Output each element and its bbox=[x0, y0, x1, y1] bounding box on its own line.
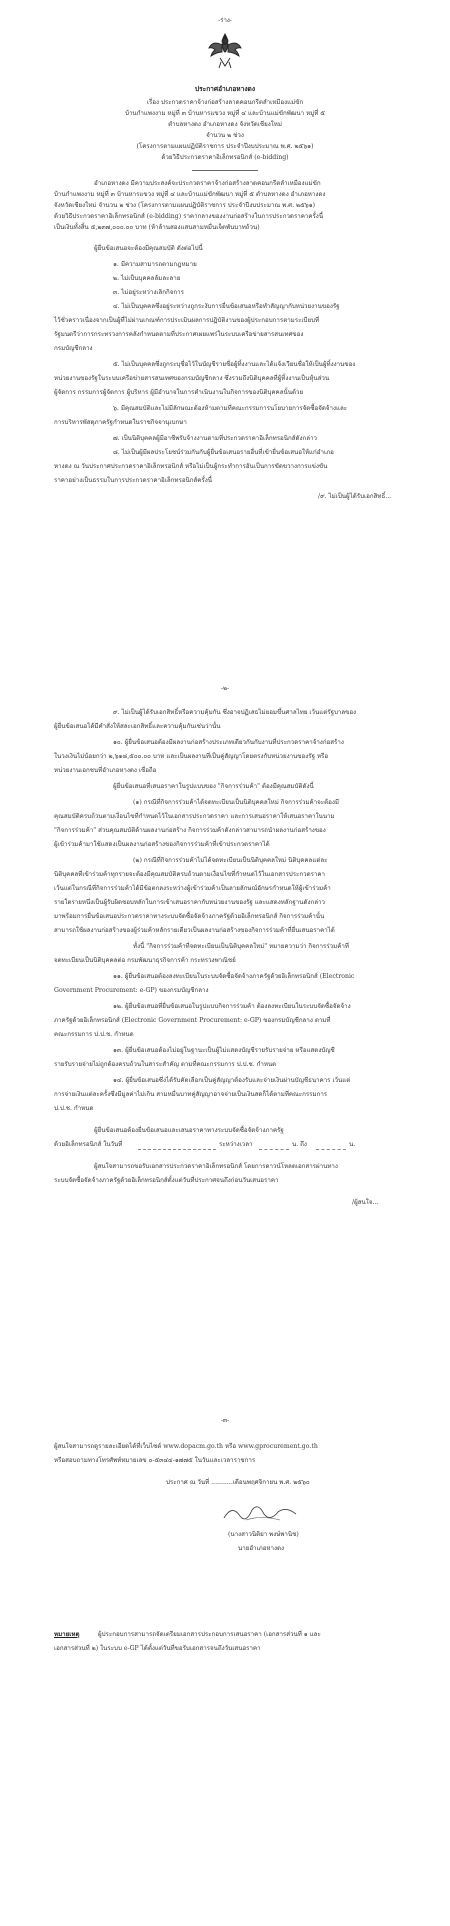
qualification-6-line-1: ๖. มีคุณสมบัติและไม่มีลักษณะต้องห้ามตามที่คณะกรรมการนโยบายการจัดซื้อจัดจ้างและ bbox=[113, 405, 348, 412]
qualification-10-line-1: ๑๐. ผู้ยื่นข้อเสนอต้องมีผลงานก่อสร้างประเภทเดียวกันกับงานที่ประกวดราคาจ้างก่อสร้าง bbox=[113, 739, 344, 746]
announcement-title: ประกาศอำเภอหางดง bbox=[194, 85, 256, 93]
para1-line-4: ด้วยวิธีประกวดราคาอิเล็กทรอนิกส์ (e-bidding) ราคากลางของงานก่อสร้างในการประกวดราคาครั้งนี้ bbox=[54, 213, 324, 220]
signature-mark-icon bbox=[220, 1500, 300, 1526]
qualification-13-line-2: รายรับรายจ่ายไม่ถูกต้องครบถ้วนในสาระสำคัญ ตามที่คณะกรรมการ ป.ป.ช. กำหนด bbox=[54, 1061, 277, 1068]
subject-line-4: จำนวน ๒ ช่วง bbox=[206, 132, 244, 139]
joint-venture-1-line-1: (๑) กรณีที่กิจการร่วมค้าได้จดทะเบียนเป็นนิติบุคคลใหม่ กิจการร่วมค้าจะต้องมี bbox=[133, 799, 339, 806]
submission-unit-label: น. bbox=[349, 1141, 356, 1148]
joint-venture-2-line-6: สามารถใช้ผลงานก่อสร้างของผู้ร่วมค้าหลักรายเดียวเป็นผลงานก่อสร้างของกิจการร่วมค้าที่ยื่นเสนอราคาได้ bbox=[54, 927, 335, 934]
joint-venture-2-line-1: (๒) กรณีที่กิจการร่วมค้าไม่ได้จดทะเบียนเป็นนิติบุคคลใหม่ นิติบุคคลแต่ละ bbox=[133, 857, 328, 864]
info-line-1: ผู้สนใจสามารถดูรายละเอียดได้ที่เว็บไซต์ www.dopacm.go.th หรือ www.gprocurement.go.th bbox=[54, 1443, 318, 1450]
joint-venture-2-line-2: นิติบุคคลที่เข้าร่วมค้าทุกรายจะต้องมีคุณสมบัติครบถ้วนตามเงื่อนไขที่กำหนดไว้ในเอกสารประกวดราคา bbox=[54, 871, 326, 878]
qualification-12-line-3: คณะกรรมการ ป.ป.ช. กำหนด bbox=[54, 1031, 134, 1038]
draft-mark: -ร่าง- bbox=[218, 17, 232, 24]
document-line-2: ระบบจัดซื้อจัดจ้างภาครัฐด้วยอิเล็กทรอนิกส์ตั้งแต่วันที่ประกาศจนถึงก่อนวันเสนอราคา bbox=[54, 1177, 279, 1184]
qualification-2: ๒. ไม่เป็นบุคคลล้มละลาย bbox=[113, 275, 181, 282]
qualification-14-line-2: การจ่ายเงินแต่ละครั้งซึ่งมีมูลค่าไม่เกิน สามหมื่นบาทคู่สัญญาอาจจ่ายเป็นเงินสดก็ได้ตามที่คณะกรรมการ bbox=[54, 1091, 328, 1098]
subject-line-2: บ้านกำแพงงาม หมู่ที่ ๓ บ้านหารแขวง หมู่ที่ ๔ และบ้านแม่ขักพัฒนา หมู่ที่ ๕ bbox=[125, 110, 325, 117]
qualification-1: ๑. มีความสามารถตามกฎหมาย bbox=[113, 261, 197, 268]
qualification-11-line-1: ๑๑. ผู้ยื่นข้อเสนอต้องลงทะเบียนในระบบจัดซื้อจัดจ้างภาครัฐด้วยอิเล็กทรอนิกส์ (Electronic bbox=[113, 973, 355, 980]
continued-marker: /๙. ไม่เป็นผู้ได้รับเอกสิทธิ์... bbox=[318, 493, 392, 500]
qualification-4-line-4: กรมบัญชีกลาง bbox=[54, 345, 93, 352]
page-3-number: -๓- bbox=[220, 1417, 230, 1424]
qualification-7: ๗. เป็นนิติบุคคลผู้มีอาชีพรับจ้างงานตามที่ประกวดราคาอิเล็กทรอนิกส์ดังกล่าว bbox=[113, 435, 318, 442]
page-2-number: -๒- bbox=[220, 685, 230, 692]
qualification-10-line-3: หน่วยงานเอกชนที่อำเภอหางดง เชื่อถือ bbox=[54, 767, 157, 774]
note-label: หมายเหตุ bbox=[54, 1631, 80, 1638]
submission-time-label: ระหว่างเวลา bbox=[219, 1141, 253, 1148]
qualification-5-line-3: ผู้จัดการ กรรมการผู้จัดการ ผู้บริหาร ผู้มีอำนาจในการดำเนินงานในกิจการของนิติบุคคลนั้นด้วย bbox=[54, 389, 304, 396]
para1-line-1: อำเภอหางดง มีความประสงค์จะประกวดราคาจ้างก่อสร้างลาดคอนกรีตลำเหมืองแม่ขัก bbox=[94, 180, 321, 187]
continued-marker: /ผู้สนใจ... bbox=[352, 1199, 379, 1206]
note-line-2: เอกสารส่วนที่ ๒) ในระบบ e-GP ได้ตั้งแต่วันที่ขอรับเอกสารจนถึงวันเสนอราคา bbox=[54, 1645, 261, 1652]
qualification-8-line-1: ๘. ไม่เป็นผู้มีผลประโยชน์ร่วมกันกับผู้ยื่นข้อเสนอรายอื่นที่เข้ายื่นข้อเสนอให้แก่อำเภอ bbox=[113, 449, 334, 456]
qualification-intro: ผู้ยื่นข้อเสนอจะต้องมีคุณสมบัติ ดังต่อไปนี้ bbox=[94, 245, 203, 252]
submission-date-label: ด้วยอิเล็กทรอนิกส์ ในวันที่ bbox=[54, 1141, 123, 1148]
joint-venture-3-line-2: จดทะเบียนเป็นนิติบุคคลต่อ กรมพัฒนาธุรกิจการค้า กระทรวงพาณิชย์ bbox=[54, 957, 236, 964]
qualification-8-line-3: ราคาอย่างเป็นธรรมในการประกวดราคาอิเล็กทรอนิกส์ครั้งนี้ bbox=[54, 477, 212, 484]
info-line-2: หรือสอบถามทางโทรศัพท์หมายเลข ๐-๕๓๔๔-๑๗๗๕ ในวันและเวลาราชการ bbox=[54, 1457, 256, 1464]
para1-line-3: จังหวัดเชียงใหม่ จำนวน ๒ ช่วง (โครงการตามแผนปฏิบัติราชการ ประจำปีงบประมาณ พ.ศ. ๒๕๖๑) bbox=[54, 202, 316, 209]
document-line-1: ผู้สนใจสามารถขอรับเอกสารประกวดราคาอิเล็กทรอนิกส์ โดยการดาวน์โหลดเอกสารผ่านทาง bbox=[94, 1163, 338, 1170]
qualification-11-line-2: Government Procurement: e-GP) ของกรมบัญชีกลาง bbox=[54, 987, 209, 994]
joint-venture-2-line-3: เว้นแต่ในกรณีที่กิจการร่วมค้าได้มีข้อตกลงระหว่างผู้เข้าร่วมค้าเป็นลายลักษณ์อักษรกำหนดให้ผู้เข้าร่วมค้า bbox=[54, 885, 331, 892]
joint-venture-1-line-2: คุณสมบัติครบถ้วนตามเงื่อนไขที่กำหนดไว้ในเอกสารประกวดราคา และการเสนอราคาให้เสนอราคาในนาม bbox=[54, 813, 335, 820]
subject-line-6: ด้วยวิธีประกวดราคาอิเล็กทรอนิกส์ (e-bidding) bbox=[161, 154, 289, 161]
joint-venture-2-line-5: มาพร้อมการยื่นข้อเสนอประกวดราคาทางระบบจัดซื้อจัดจ้างภาครัฐด้วยอิเล็กทรอนิกส์ กิจการร่วมค้านั้น bbox=[54, 913, 325, 920]
qualification-5-line-2: หน่วยงานของรัฐในระบบเครือข่ายสารสนเทศของกรมบัญชีกลาง ซึ่งรวมถึงนิติบุคคลที่ผู้ทิ้งงานเป็นหุ้นส่วน bbox=[54, 375, 330, 382]
qualification-12-line-2: ภาครัฐด้วยอิเล็กทรอนิกส์ (Electronic Government Procurement: e-GP) ของกรมบัญชีกลาง ตามที่ bbox=[54, 1017, 331, 1024]
subject-line-3: ตำบลหางดง อำเภอหางดง จังหวัดเชียงใหม่ bbox=[168, 121, 282, 128]
joint-venture-3-line-1: ทั้งนี้ "กิจการร่วมค้าที่จดทะเบียนเป็นนิติบุคคลใหม่" หมายความว่า กิจการร่วมค้าที่ bbox=[133, 943, 349, 950]
note-line-1: ผู้ประกอบการสามารถจัดเตรียมเอกสารประกอบการเสนอราคา (เอกสารส่วนที่ ๑ และ bbox=[98, 1631, 321, 1638]
qualification-9-line-1: ๙. ไม่เป็นผู้ได้รับเอกสิทธิ์หรือความคุ้มกัน ซึ่งอาจปฏิเสธไม่ยอมขึ้นศาลไทย เว้นแต่รัฐบาลของ bbox=[113, 709, 357, 716]
qualification-4-line-2: ไว้ชั่วคราวเนื่องจากเป็นผู้ที่ไม่ผ่านเกณฑ์การประเมินผลการปฏิบัติงานของผู้ประกอบการตามระเบียบที่ bbox=[54, 317, 320, 324]
signer-name: (นางสาวนิติยา พงษ์พานิช) bbox=[228, 1531, 299, 1538]
para1-line-2: บ้านกำแพงงาม หมู่ที่ ๓ บ้านหารแขวง หมู่ที่ ๔ และบ้านแม่ขักพัฒนา หมู่ที่ ๕ ตำบลหางดง อำเภอหางดง bbox=[54, 191, 326, 198]
announce-date: ประกาศ ณ วันที่ ...........เดือนพฤศจิกายน พ.ศ. ๒๕๖๐ bbox=[166, 1479, 310, 1486]
joint-venture-1-line-3: "กิจการร่วมค้า" ส่วนคุณสมบัติด้านผลงานก่อสร้าง กิจการร่วมค้าดังกล่าวสามารถนำผลงานก่อสร้างของ bbox=[54, 827, 326, 834]
qualification-9-line-2: ผู้ยื่นข้อเสนอได้มีคำสั่งให้สละเอกสิทธิ์และความคุ้มกันเช่นว่านั้น bbox=[54, 723, 221, 730]
submission-line-1: ผู้ยื่นข้อเสนอต้องยื่นข้อเสนอและเสนอราคาทางระบบจัดซื้อจัดจ้างภาครัฐ bbox=[94, 1127, 284, 1134]
qualification-10-line-2: ในวงเงินไม่น้อยกว่า ๒,๖๑๘,๕๐๐.๐๐ บาท และเป็นผลงานที่เป็นคู่สัญญาโดยตรงกับหน่วยงานของรัฐ หรือ bbox=[54, 753, 329, 760]
subject-line-1: เรื่อง ประกวดราคาจ้างก่อสร้างลาดคอนกรีตลำเหมืองแม่ขัก bbox=[146, 99, 304, 106]
qualification-12-line-1: ๑๒. ผู้ยื่นข้อเสนอที่ยื่นข้อเสนอในรูปแบบกิจการร่วมค้า ต้องลงทะเบียนในระบบจัดซื้อจัดจ้าง bbox=[113, 1003, 351, 1010]
qualification-3: ๓. ไม่อยู่ระหว่างเลิกกิจการ bbox=[113, 289, 184, 296]
qualification-14-line-1: ๑๔. ผู้ยื่นข้อเสนอซึ่งได้รับคัดเลือกเป็นคู่สัญญาต้องรับและจ่ายเงินผ่านบัญชีธนาคาร เว้นแต่ bbox=[113, 1077, 351, 1084]
para1-line-5: เป็นเงินทั้งสิ้น ๕,๒๓๗,๐๐๐.๐๐ บาท (ห้าล้านสองแสนสามหมื่นเจ็ดพันบาทถ้วน) bbox=[54, 224, 260, 231]
qualification-5-line-1: ๕. ไม่เป็นบุคคลซึ่งถูกระบุชื่อไว้ในบัญชีรายชื่อผู้ทิ้งงานและได้แจ้งเวียนชื่อให้เป็นผู้ทิ้งงานของ bbox=[113, 361, 356, 368]
joint-venture-1-line-4: ผู้เข้าร่วมค้ามาใช้แสดงเป็นผลงานก่อสร้างของกิจการร่วมค้าที่เข้าประกวดราคาได้ bbox=[54, 841, 270, 848]
qualification-6-line-2: การบริหารพัสดุภาครัฐกำหนดในราชกิจจานุเบกษา bbox=[54, 419, 187, 426]
joint-venture-2-line-4: รายใดรายหนึ่งเป็นผู้รับผิดชอบหลักในการเข้าเสนอราคากับหน่วยงานของรัฐ และแสดงหลักฐานดังกล่าว bbox=[54, 899, 325, 906]
signer-title: นายอำเภอหางดง bbox=[238, 1545, 285, 1552]
subject-line-5: (โครงการตามแผนปฏิบัติราชการ ประจำปีงบประมาณ พ.ศ. ๒๕๖๑) bbox=[136, 143, 314, 150]
qualification-14-line-3: ป.ป.ช. กำหนด bbox=[54, 1105, 94, 1112]
qualification-4-line-1: ๔. ไม่เป็นบุคคลซึ่งอยู่ระหว่างถูกระงับการยื่นข้อเสนอหรือทำสัญญากับหน่วยงานของรัฐ bbox=[113, 303, 340, 310]
qualification-8-line-2: หางดง ณ วันประกาศประกวดราคาอิเล็กทรอนิกส์ หรือไม่เป็นผู้กระทำการอันเป็นการขัดขวางการแข่งขัน bbox=[54, 463, 328, 470]
joint-venture-intro: ผู้ยื่นข้อเสนอที่เสนอราคาในรูปแบบของ "กิจการร่วมค้า" ต้องมีคุณสมบัติดังนี้ bbox=[113, 783, 314, 790]
qualification-13-line-1: ๑๓. ผู้ยื่นข้อเสนอต้องไม่อยู่ในฐานะเป็นผู้ไม่แสดงบัญชีรายรับรายจ่าย หรือแสดงบัญชี bbox=[113, 1047, 335, 1054]
qualification-4-line-3: รัฐมนตรีว่าการกระทรวงการคลังกำหนดตามที่ประกาศเผยแพร่ในระบบเครือข่ายสารสนเทศของ bbox=[54, 331, 304, 338]
submission-to-label: น. ถึง bbox=[292, 1141, 307, 1148]
